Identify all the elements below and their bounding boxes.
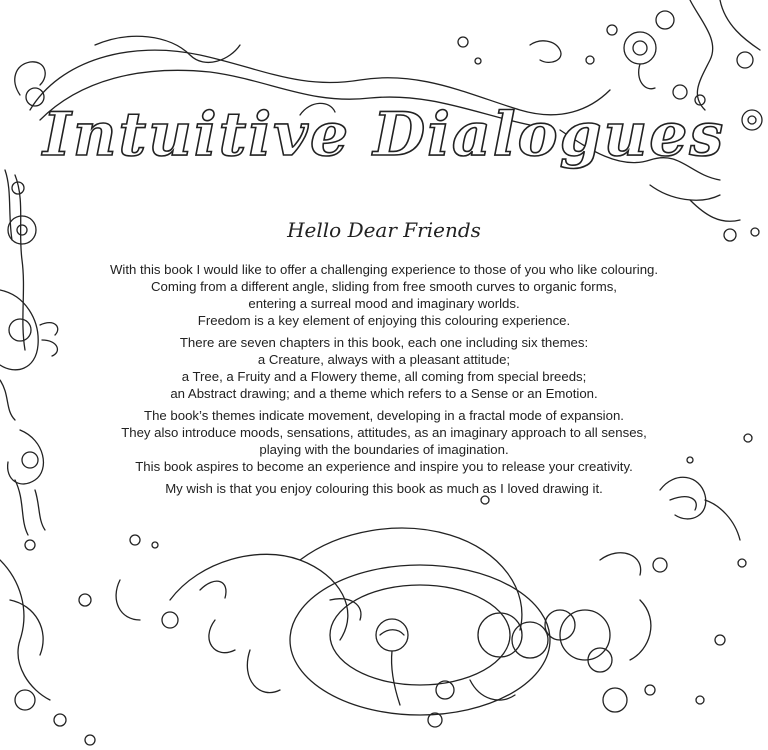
intro-text (90, 261, 678, 502)
greeting-heading: Hello Dear Friends (287, 218, 481, 242)
paragraph-4 (90, 480, 678, 497)
text-line: This book aspires to become an experience and inspire you to release your creativity. (135, 459, 633, 474)
text-line: Coming from a different angle, sliding from free smooth curves to organic forms, (151, 279, 617, 294)
bottom-ornament-cluster (116, 496, 725, 727)
text-line: With this book I would like to offer a challenging experience to those of you who like colouring. (109, 262, 659, 277)
book-title: Intuitive Dialogues (42, 100, 726, 170)
paragraph-3 (90, 407, 678, 475)
paragraph-2 (90, 334, 678, 402)
text-line: a Creature, always with a pleasant attitude; (257, 352, 511, 367)
text-line: The book’s themes indicate movement, developing in a fractal mode of expansion. (144, 408, 624, 423)
text-line: a Tree, a Fruity and a Flowery theme, all coming from special breeds; (181, 369, 587, 384)
text-line: My wish is that you enjoy colouring this book as much as I loved drawing it. (165, 481, 603, 496)
text-line: an Abstract drawing; and a theme which refers to a Sense or an Emotion. (170, 386, 598, 401)
paragraph-1 (90, 261, 678, 329)
text-line: They also introduce moods, sensations, attitudes, as an imaginary approach to all senses, (121, 425, 647, 440)
text-line: There are seven chapters in this book, each one including six themes: (179, 335, 589, 350)
text-line: entering a surreal mood and imaginary worlds. (248, 296, 520, 311)
text-line: playing with the boundaries of imagination. (259, 442, 509, 457)
title-block (0, 100, 768, 170)
left-border-tendrils (0, 170, 95, 745)
text-line: Freedom is a key element of enjoying this colouring experience. (197, 313, 571, 328)
